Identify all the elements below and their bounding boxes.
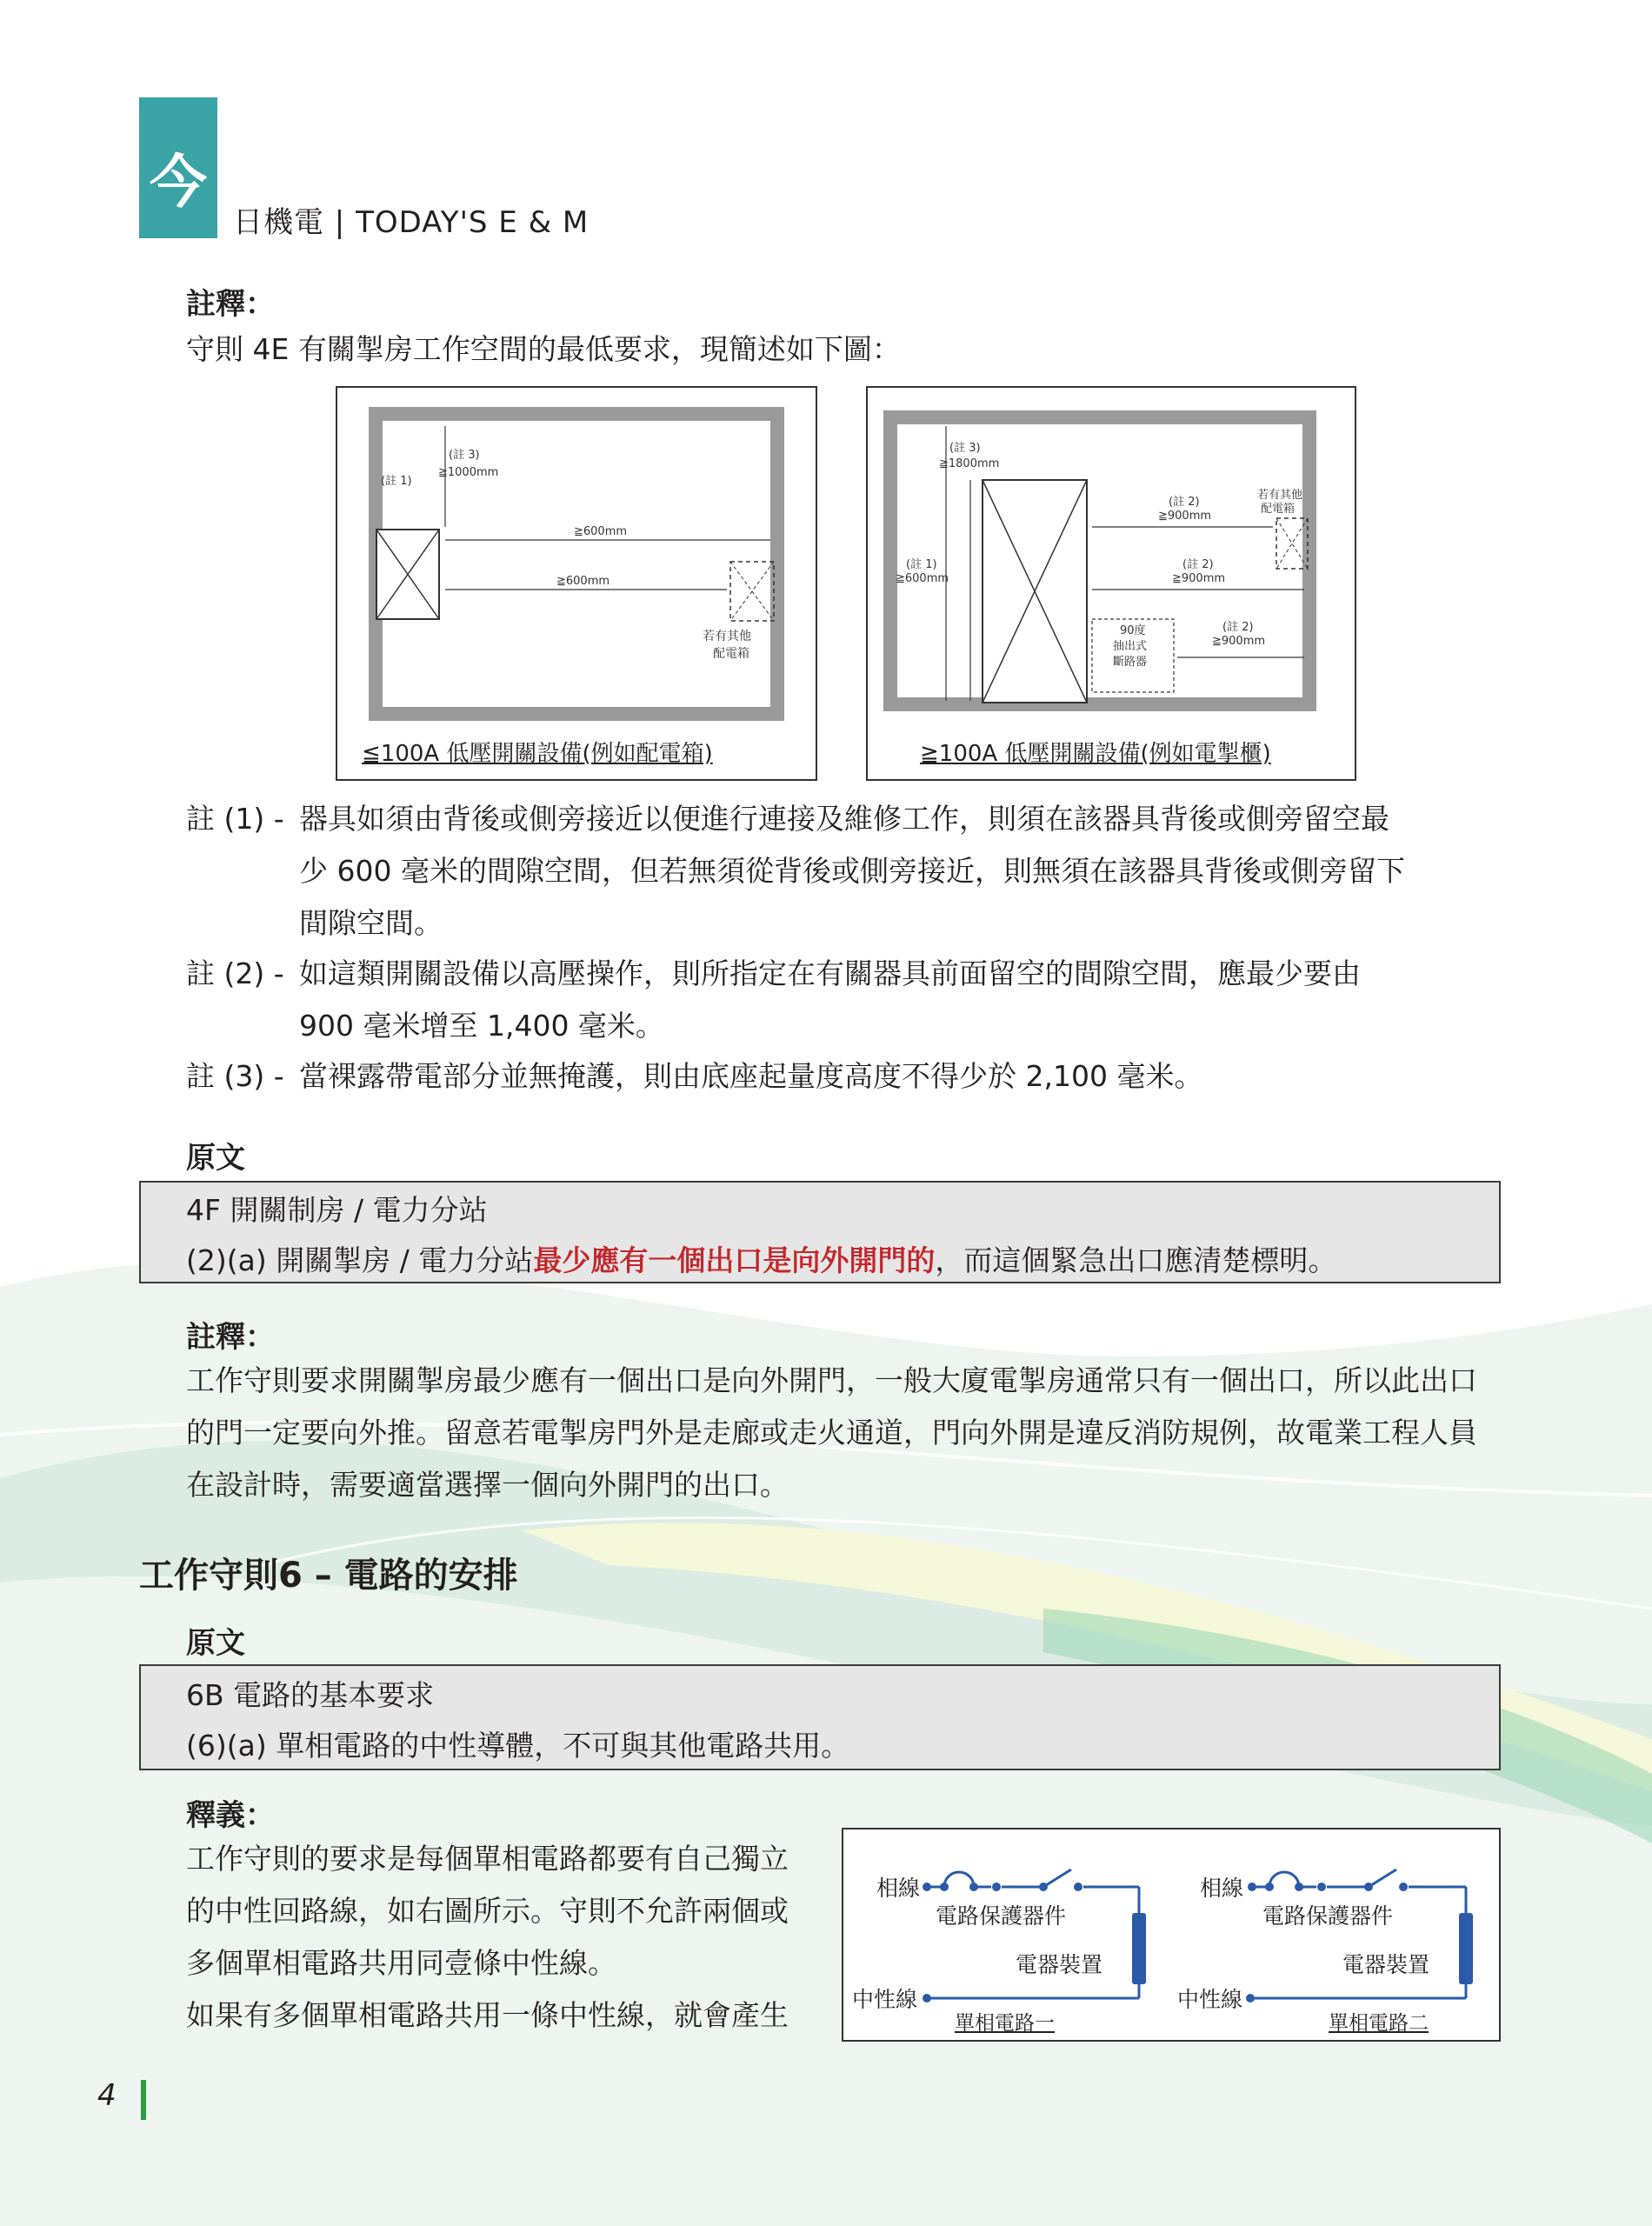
page-number-bar xyxy=(141,2080,146,2120)
right-device-label: 電器裝置 xyxy=(1342,1952,1430,1977)
fig-dim-1000: ≧1000mm xyxy=(438,466,499,479)
note-2-line1: 如這類開關設備以高壓操作，則所指定在有關器具前面留空的間隙空間，應最少要由 xyxy=(299,956,1361,990)
note-1-key: 註 (1) - xyxy=(186,802,284,836)
left-phase-label: 相線 xyxy=(876,1876,921,1901)
fig-r-note3: (註 3) xyxy=(949,442,981,455)
interpretation-label: 釋義： xyxy=(186,1798,275,1833)
quote-box-6b xyxy=(139,1664,1501,1770)
fig-r-breaker1: 90度 xyxy=(1120,624,1146,637)
fig-r-note2c: (註 2) xyxy=(1222,621,1254,634)
interp-line4: 如果有多個單相電路共用一條中性線，就會產生 xyxy=(186,1998,789,2032)
fig-dim-600a: ≧600mm xyxy=(574,525,628,538)
fig-r-dim-900b: ≧900mm xyxy=(1172,572,1226,585)
section-heading: 工作守則6 – 電路的安排 xyxy=(139,1556,518,1596)
note-2 xyxy=(186,948,1490,1052)
original-text-label-2: 原文 xyxy=(186,1626,245,1661)
note-paragraph-2 xyxy=(186,1355,1499,1511)
quote-4f-suffix: ，而這個緊急出口應清楚標明。 xyxy=(935,1243,1337,1277)
note2-line2: 的門一定要向外推。留意若電掣房門外是走廊或走火通道，門向外開是違反消防規例，故電業工程人員 xyxy=(186,1416,1477,1450)
fig-r-dim-600: ≧600mm xyxy=(896,572,949,585)
fig-r-note2a: (註 2) xyxy=(1169,496,1200,509)
note-1 xyxy=(186,793,1490,950)
fig-r-note1: (註 1) xyxy=(906,558,937,571)
magazine-title: 日機電 | TODAY'S E & M xyxy=(233,205,590,240)
quote-4f-highlight: 最少應有一個出口是向外開門的 xyxy=(533,1243,936,1277)
fig-r-other2: 配電箱 xyxy=(1261,503,1296,516)
note-1-line1: 器具如須由背後或側旁接近以便進行連接及維修工作，則須在該器具背後或側旁留空最 xyxy=(299,802,1389,836)
fig-other2: 配電箱 xyxy=(713,647,749,661)
figure-left-caption: ≦100A 低壓開關設備(例如配電箱) xyxy=(362,741,713,767)
fig-note1: (註 1) xyxy=(381,475,412,488)
note-3-key: 註 (3) - xyxy=(186,1059,284,1093)
interpretation-paragraph xyxy=(186,1833,829,2042)
intro-text: 守則 4E 有關掣房工作空間的最低要求，現簡述如下圖： xyxy=(186,332,901,366)
note-1-line3: 間隙空間。 xyxy=(299,906,443,940)
logo-icon: 今 xyxy=(150,149,207,216)
fig-r-breaker2: 抽出式 xyxy=(1113,640,1148,653)
interp-line2: 的中性回路線，如右圖所示。守則不允許兩個或 xyxy=(186,1894,789,1928)
quote-4f-prefix: (2)(a) 開關掣房 / 電力分站 xyxy=(186,1243,534,1277)
fig-note3: (註 3) xyxy=(449,449,480,462)
note-label-2: 註釋： xyxy=(186,1320,275,1355)
fig-r-dim-900c: ≧900mm xyxy=(1212,635,1266,648)
fig-r-breaker3: 斷路器 xyxy=(1113,656,1148,669)
interp-line1: 工作守則的要求是每個單相電路都要有自己獨立 xyxy=(186,1842,789,1876)
note-3 xyxy=(186,1050,1490,1103)
note-1-line2: 少 600 毫米的間隙空間，但若無須從背後或側旁接近，則無須在該器具背後或側旁留下 xyxy=(299,854,1405,888)
left-protect-label: 電路保護器件 xyxy=(936,1903,1067,1929)
original-text-label: 原文 xyxy=(186,1141,245,1176)
fig-r-dim-900a: ≧900mm xyxy=(1158,510,1212,523)
fig-r-note2b: (註 2) xyxy=(1182,558,1214,571)
note2-line3: 在設計時，需要適當選擇一個向外開門的出口。 xyxy=(186,1468,789,1502)
note-2-line2: 900 毫米增至 1,400 毫米。 xyxy=(299,1009,664,1043)
quote-4f-line1: 4F 開關制房 / 電力分站 xyxy=(186,1193,488,1227)
page-number: 4 xyxy=(97,2078,117,2113)
note2-line1: 工作守則要求開關掣房最少應有一個出口是向外開門，一般大廈電掣房通常只有一個出口，所以此出口 xyxy=(186,1363,1477,1397)
figure-low-voltage-small xyxy=(336,386,817,781)
circuit-figure xyxy=(842,1828,1501,2042)
figure-low-voltage-large xyxy=(866,386,1356,781)
figure-right-caption: ≧100A 低壓開關設備(例如電掣櫃) xyxy=(920,741,1271,767)
fig-r-dim-1800: ≧1800mm xyxy=(939,457,1000,470)
quote-box-4f xyxy=(139,1181,1501,1283)
fig-r-other1: 若有其他 xyxy=(1257,489,1303,502)
left-circuit-name: 單相電路一 xyxy=(955,2012,1055,2035)
note-2-key: 註 (2) - xyxy=(186,956,284,990)
right-protect-label: 電路保護器件 xyxy=(1262,1903,1394,1929)
quote-6b-line1: 6B 電路的基本要求 xyxy=(186,1678,435,1712)
right-phase-label: 相線 xyxy=(1200,1876,1244,1901)
fig-dim-600b: ≧600mm xyxy=(556,575,610,588)
quote-4f-line2 xyxy=(186,1238,1336,1279)
quote-6b-line2: (6)(a) 單相電路的中性導體，不可與其他電路共用。 xyxy=(186,1729,850,1763)
left-device-label: 電器裝置 xyxy=(1016,1952,1103,1977)
right-neutral-label: 中性線 xyxy=(1177,1987,1243,2012)
note-3-line1: 當裸露帶電部分並無掩護，則由底座起量度高度不得少於 2,100 毫米。 xyxy=(299,1059,1203,1093)
interp-line3: 多個單相電路共用同壹條中性線。 xyxy=(186,1946,616,1980)
left-neutral-label: 中性線 xyxy=(852,1987,918,2012)
right-circuit-name: 單相電路二 xyxy=(1329,2012,1429,2035)
note-label: 註釋： xyxy=(186,287,275,322)
fig-other1: 若有其他 xyxy=(703,630,751,643)
